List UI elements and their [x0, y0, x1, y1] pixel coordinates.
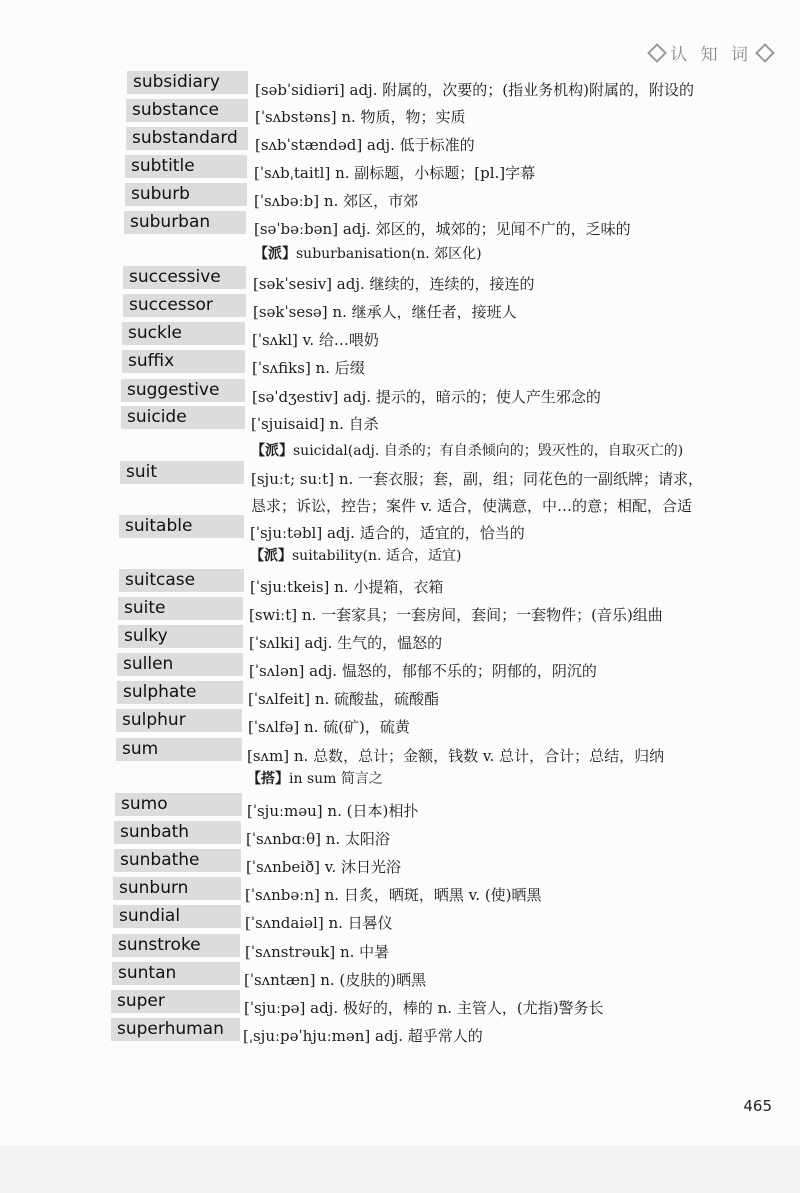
headword: substandard — [126, 127, 248, 150]
headword: subsidiary — [127, 71, 248, 94]
definition: [səˈbəːbən] adj. 郊区的，城郊的；见闻不广的，乏味的 — [254, 220, 631, 238]
headword: suite — [118, 597, 243, 620]
headword: suit — [120, 461, 244, 484]
section-header — [650, 40, 772, 65]
headword: subtitle — [125, 155, 247, 178]
headword: sundial — [113, 905, 241, 928]
headword: suggestive — [121, 379, 245, 402]
definition: [ˈsʌbˌtaitl] n. 副标题，小标题；[pl.]字幕 — [254, 164, 536, 182]
headword: suitcase — [119, 569, 244, 592]
definition: [ˈsʌnstrəuk] n. 中暑 — [245, 943, 390, 961]
definition: [ˈsʌlfeit] n. 硫酸盐，硫酸酯 — [248, 690, 440, 708]
tag-label: 【派】 — [251, 443, 293, 459]
headword: successive — [123, 266, 246, 289]
definition: [səkˈsesə] n. 继承人，继任者，接班人 — [253, 303, 517, 321]
headword: suffix — [122, 350, 245, 373]
headword: sunstroke — [112, 934, 240, 957]
tag-text: suitability(n. 适合，适宜) — [292, 548, 462, 564]
definition: [ˈsjuːpə] adj. 极好的，棒的 n. 主管人，(尤指)警务长 — [244, 999, 604, 1017]
headword: sulphur — [116, 709, 242, 732]
definition: [ˌsjuːpəˈhjuːmən] adj. 超乎常人的 — [243, 1027, 483, 1045]
definition: [ˈsjuːtəbl] adj. 适合的，适宜的，恰当的 — [250, 524, 525, 542]
headword: suicide — [121, 406, 245, 429]
page-number: 465 — [743, 1097, 772, 1115]
definition: [ˈsʌfiks] n. 后缀 — [252, 359, 365, 377]
tag-text: suicidal(adj. 自杀的；有自杀倾向的；毁灭性的，自取灭亡的) — [293, 443, 684, 459]
definition: [sʌm] n. 总数，总计；金额，钱数 v. 总计，合计；总结，归纳 — [247, 747, 665, 765]
definition: [ˈsʌbstəns] n. 物质，物；实质 — [255, 108, 466, 126]
headword: superhuman — [111, 1018, 240, 1041]
collocation-note — [247, 768, 383, 790]
diamond-ornament-icon — [755, 43, 775, 63]
definition: [səkˈsesiv] adj. 继续的，连续的，接连的 — [253, 275, 535, 293]
headword: sunbath — [114, 821, 241, 844]
headword: sunbathe — [114, 849, 241, 872]
headword: super — [111, 990, 240, 1013]
definition: [ˈsʌntæn] n. (皮肤的)晒黑 — [244, 971, 427, 989]
scan-margin — [0, 1146, 800, 1193]
tag-text: in sum 简言之 — [289, 771, 383, 787]
definition: [sjuːt; suːt] n. 一套衣服；套，副，组；同花色的一副纸牌；请求， — [251, 470, 704, 488]
headword: sum — [116, 738, 242, 761]
tag-label: 【搭】 — [247, 771, 289, 787]
definition: [ˈsʌndaiəl] n. 日晷仪 — [245, 914, 393, 932]
definition: [ˈsʌlən] adj. 愠怒的，郁郁不乐的；阴郁的，阴沉的 — [249, 662, 597, 680]
headword: suckle — [122, 322, 245, 345]
headword: sulphate — [117, 681, 243, 704]
definition: [ˈsjuːtkeis] n. 小提箱，衣箱 — [250, 578, 444, 596]
diamond-ornament-icon — [647, 43, 667, 63]
definition-continued: 恳求；诉讼，控告；案件 v. 适合，使满意，中…的意；相配，合适 — [251, 497, 693, 515]
definition: [səbˈsidiəri] adj. 附属的，次要的；(指业务机构)附属的，附设的 — [255, 81, 694, 99]
tag-label: 【派】 — [254, 246, 296, 262]
definition: [səˈdʒestiv] adj. 提示的，暗示的；使人产生邪念的 — [252, 388, 601, 406]
definition: [ˈsjuːməu] n. (日本)相扑 — [247, 802, 419, 820]
headword: suntan — [112, 962, 240, 985]
headword: suitable — [119, 515, 244, 538]
headword: substance — [126, 99, 248, 122]
headword: sunburn — [113, 877, 241, 900]
derivative-note — [251, 440, 683, 462]
definition: [ˈsʌnbɑːθ] n. 太阳浴 — [246, 830, 390, 848]
definition: [ˈsʌlfə] n. 硫(矿)，硫黄 — [248, 718, 410, 736]
definition: [ˈsʌbəːb] n. 郊区，市郊 — [254, 192, 419, 210]
headword: suburban — [124, 211, 246, 234]
headword: sullen — [117, 653, 243, 676]
definition: [ˈsʌnbəːn] n. 日炙，晒斑，晒黑 v. (使)晒黑 — [245, 886, 542, 904]
definition: [sʌbˈstændəd] adj. 低于标准的 — [255, 136, 475, 154]
definition: [ˈsʌnbeið] v. 沐日光浴 — [246, 858, 401, 876]
headword: sumo — [115, 793, 242, 816]
definition: [ˈsjuisaid] n. 自杀 — [251, 415, 379, 433]
definition: [swiːt] n. 一套家具；一套房间，套间；一套物件；(音乐)组曲 — [249, 606, 663, 624]
derivative-note — [250, 545, 461, 567]
tag-text: suburbanisation(n. 郊区化) — [296, 246, 482, 262]
tag-label: 【派】 — [250, 548, 292, 564]
headword: successor — [123, 294, 246, 317]
headword: suburb — [125, 183, 247, 206]
section-title: 认 知 词 — [670, 45, 752, 65]
derivative-note — [254, 243, 482, 265]
definition: [ˈsʌlki] adj. 生气的，愠怒的 — [249, 634, 443, 652]
headword: sulky — [118, 625, 243, 648]
definition: [ˈsʌkl] v. 给…喂奶 — [252, 331, 379, 349]
